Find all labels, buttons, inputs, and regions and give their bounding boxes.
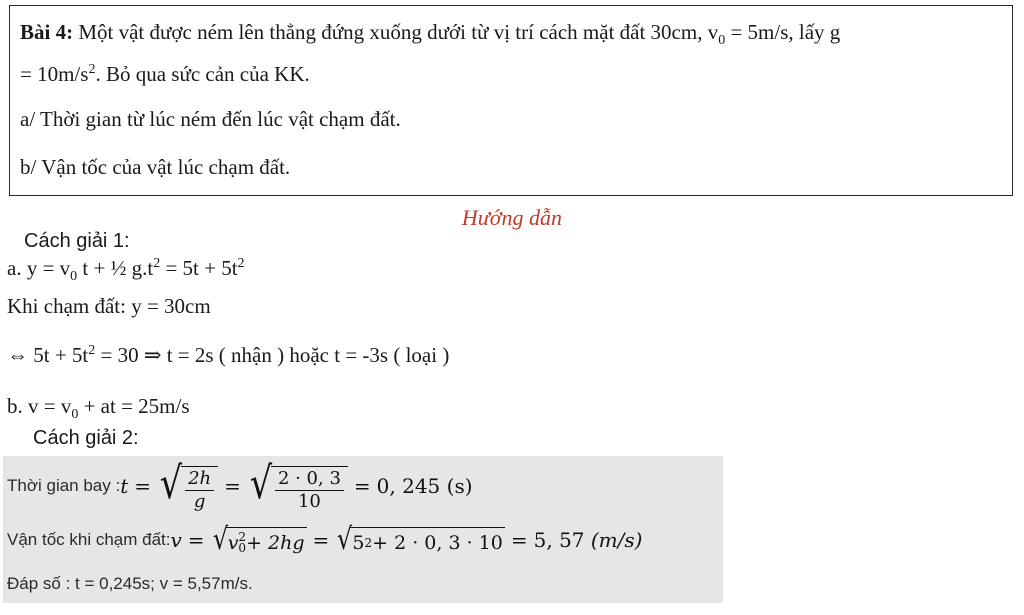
solution2-heading: Cách giải 2: (33, 427, 139, 449)
time-unit: (s) (446, 474, 473, 498)
eq-a-sup: 2 (153, 256, 161, 271)
time-formula-row (7, 460, 473, 512)
v0-sup: 2 (238, 530, 247, 544)
eq-b-post: + at = 25m/s (78, 394, 190, 418)
sqrt-sign: √ $\frac{2h}{g}$ (157, 460, 218, 512)
problem-part-b: b/ Vận tốc của vật lúc chạm đất. (20, 155, 291, 179)
v0-subscript: 0 (718, 33, 726, 49)
num-rest: + 2 · 0, 3 · 10 (372, 532, 503, 554)
velocity-rest: + 2hg (246, 532, 305, 554)
frac2-num: 2 · 0, 3 (275, 469, 344, 491)
time-formula: t = √ $\frac{2h}{g}$ = √ $\frac{2 \cdot 0, 3}{10}$ = 0, 245 (s) (120, 458, 473, 512)
problem-text-1: Một vật được ném lên thẳng đứng xuống dưới từ vị trí cách mặt đất 30cm, v (78, 20, 719, 44)
frac1-den: g (193, 491, 206, 512)
problem-line-2 (20, 62, 310, 87)
eq-a-sup2: 2 (237, 256, 245, 271)
velocity-formula: v = √ v 2 0 + 2hg = √ 5 2 + 2 · 0, 3 · 10 = 5, 57 (m/s) (170, 522, 643, 557)
problem-label: Bài 4: (20, 20, 74, 44)
equation-solve (7, 343, 449, 368)
eq-a-pre: a. y = v (7, 256, 71, 280)
time-label: Thời gian bay : (7, 476, 121, 495)
solution1-heading: Cách giải 1: (24, 230, 130, 252)
eq-a-mid2: = 5t + 5t (160, 256, 238, 280)
g-unit-superscript: 2 (88, 62, 96, 77)
guide-title: Hướng dẫn (461, 205, 563, 230)
problem-box (9, 5, 1013, 196)
eq-b-pre: b. v = v (7, 394, 72, 418)
problem-part-a: a/ Thời gian từ lúc ném đến lúc vật chạm đất. (20, 107, 401, 131)
eq-b-sub: 0 (71, 407, 79, 423)
eq-solve-sup: 2 (88, 343, 96, 358)
frac2-den: 10 (297, 491, 321, 512)
sqrt-sign-2: √ $\frac{2 \cdot 0, 3}{10}$ (247, 460, 348, 512)
eq-a-mid: t + ½ g.t (77, 256, 154, 280)
problem-text-1-end: = 5m/s, lấy g (725, 20, 841, 44)
velocity-unit: (m/s) (590, 528, 643, 552)
v0-sub: 0 (238, 541, 247, 555)
ground-condition: Khi chạm đất: y = 30cm (7, 294, 211, 318)
eq-a-sub: 0 (70, 269, 78, 285)
problem-text-2-end: . Bỏ qua sức cản của KK. (95, 62, 310, 86)
time-lhs: t (120, 474, 129, 498)
time-result: 0, 245 (376, 474, 441, 498)
velocity-result: 5, 57 (533, 528, 585, 552)
sqrt-sign-3: √ v 2 0 + 2hg (212, 522, 305, 557)
eq-solve-post: = 30 ⇒ t = 2s ( nhận ) hoặc t = -3s ( loại ) (95, 343, 450, 367)
equation-b (7, 394, 190, 423)
frac1-num: 2h (185, 469, 214, 491)
eq-solve-pre: ⇔ 5t + 5t (7, 343, 89, 367)
sqrt-sign-4: √ 5 2 + 2 · 0, 3 · 10 (337, 522, 503, 557)
num-base: 5 (352, 532, 365, 554)
problem-text-2: = 10m/s (20, 62, 89, 86)
final-answer: Đáp số : t = 0,245s; v = 5,57m/s. (7, 574, 253, 593)
equation-a (7, 256, 245, 285)
velocity-lhs: v (170, 528, 182, 552)
v0-symbol: v (227, 532, 239, 554)
velocity-formula-row (7, 524, 642, 556)
velocity-label: Vận tốc khi chạm đất: (7, 530, 171, 549)
problem-line-1 (20, 20, 841, 49)
